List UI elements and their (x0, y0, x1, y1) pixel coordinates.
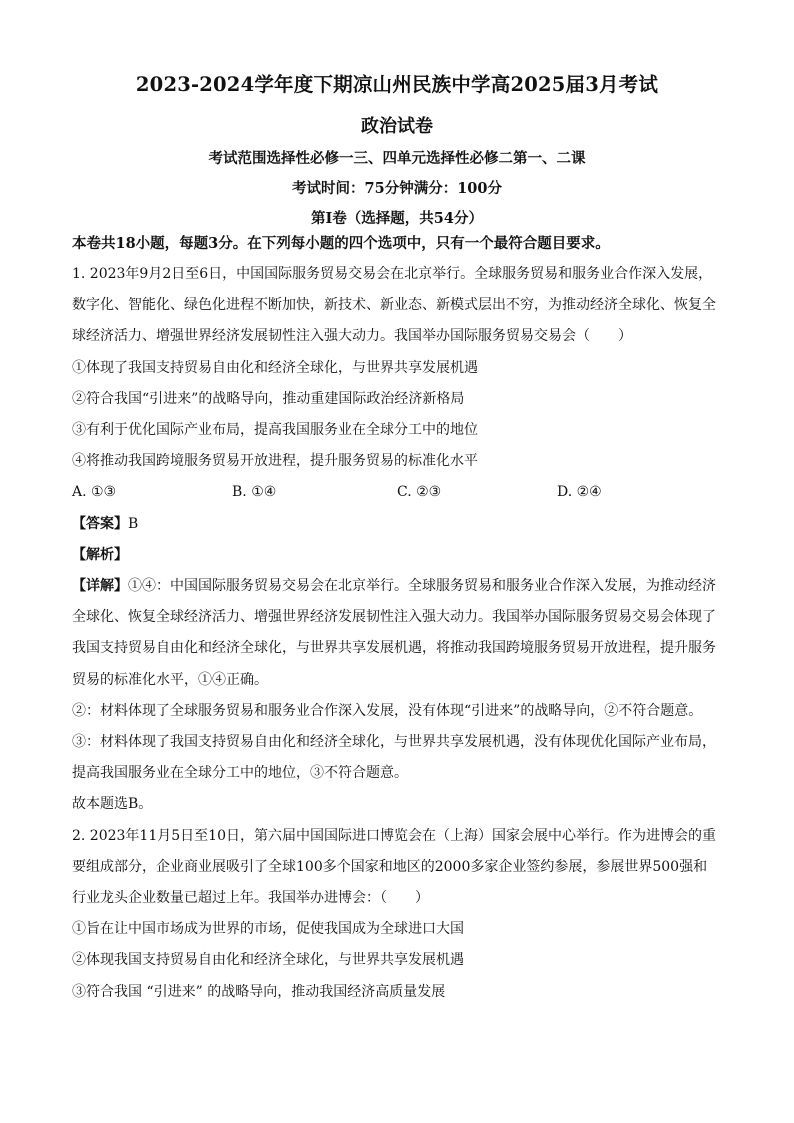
q1-analysis-label: 【解析】 (72, 546, 128, 563)
q2-stem-line: 行业龙头企业数量已超过上年。我国举办进博会：（ ） (72, 890, 429, 907)
q2-statement: ②体现我国支持贸易自由化和经济全球化，与世界共享发展机遇 (72, 952, 464, 969)
q2-statement: ①旨在让中国市场成为世界的市场，促使我国成为全球进口大国 (72, 921, 464, 938)
section-heading: 第Ⅰ卷（选择题，共54分） (311, 210, 483, 227)
q1-statement: ①体现了我国支持贸易自由化和经济全球化，与世界共享发展机遇 (72, 359, 478, 376)
question-1 (72, 259, 794, 821)
q1-detail-line: 提高我国服务业在全球分工中的地位，③不符合题意。 (72, 765, 408, 782)
exam-subtitle: 政治试卷 (361, 116, 433, 137)
q1-detail-line: 贸易的标准化水平，①④正确。 (72, 671, 268, 688)
q1-options (72, 477, 722, 508)
exam-scope: 考试范围选择性必修一三、四单元选择性必修二第一、二课 (208, 150, 586, 167)
q1-detail-line: ③：材料体现了我国支持贸易自由化和经济全球化，与世界共享发展机遇，没有体现优化国际产业布局， (72, 734, 716, 751)
q1-detail-line: 我国支持贸易自由化和经济全球化，与世界共享发展机遇，将推动我国跨境服务贸易开放进程，提升服务 (72, 640, 716, 657)
q2-stem-line: 要组成部分，企业商业展吸引了全球100多个国家和地区的2000多家企业签约参展，参展世界500强和 (72, 858, 708, 875)
q1-statement: ④将推动我国跨境服务贸易开放进程，提升服务贸易的标准化水平 (72, 453, 478, 470)
q1-answer: 【答案】B (72, 515, 139, 532)
q1-stem-line: 1. 2023年9月2日至6日，中国国际服务贸易交易会在北京举行。全球服务贸易和服务业合作深入发展， (72, 266, 713, 282)
q1-statement: ③有利于优化国际产业布局，提高我国服务业在全球分工中的地位 (72, 422, 478, 439)
q2-statement: ③符合我国 “引进来” 的战略导向，推动我国经济高质量发展 (72, 983, 446, 1000)
q1-stem-line: 球经济活力、增强世界经济发展韧性注入强大动力。我国举办国际服务贸易交易会（ ） (72, 328, 632, 345)
question-2 (72, 821, 794, 1008)
q1-option-a: A. ①③ (72, 484, 117, 501)
q1-statement: ②符合我国“引进来”的战略导向，推动重建国际政治经济新格局 (72, 390, 465, 407)
exam-time: 考试时间：75分钟满分：100分 (292, 180, 502, 197)
section-instructions: 本卷共18小题，每题3分。在下列每小题的四个选项中，只有一个最符合题目要求。 (72, 235, 610, 252)
q1-option-d: D. ②④ (557, 484, 602, 501)
q1-option-b: B. ①④ (232, 484, 277, 501)
q1-detail-line: 【详解】①④：中国国际服务贸易交易会在北京举行。全球服务贸易和服务业合作深入发展，为推动经济 (72, 578, 716, 595)
q1-stem-line: 数字化、智能化、绿色化进程不断加快，新技术、新业态、新模式层出不穷，为推动经济全球化、恢复全 (72, 297, 716, 314)
q1-detail-line: ②：材料体现了全球服务贸易和服务业合作深入发展，没有体现“引进来”的战略导向，②不符合题意。 (72, 702, 703, 719)
q1-option-c: C. ②③ (397, 484, 442, 501)
q1-detail-line: 全球化、恢复全球经济活力、增强世界经济发展韧性注入强大动力。我国举办国际服务贸易交易会体现了 (72, 609, 716, 626)
q2-stem-line: 2. 2023年11月5日至10日，第六届中国国际进口博览会在（上海）国家会展中心举行。作为进博会的重 (72, 827, 716, 844)
exam-title: 2023-2024学年度下期凉山州民族中学高2025届3月考试 (135, 73, 659, 96)
q1-detail-line: 故本题选B。 (72, 796, 153, 813)
